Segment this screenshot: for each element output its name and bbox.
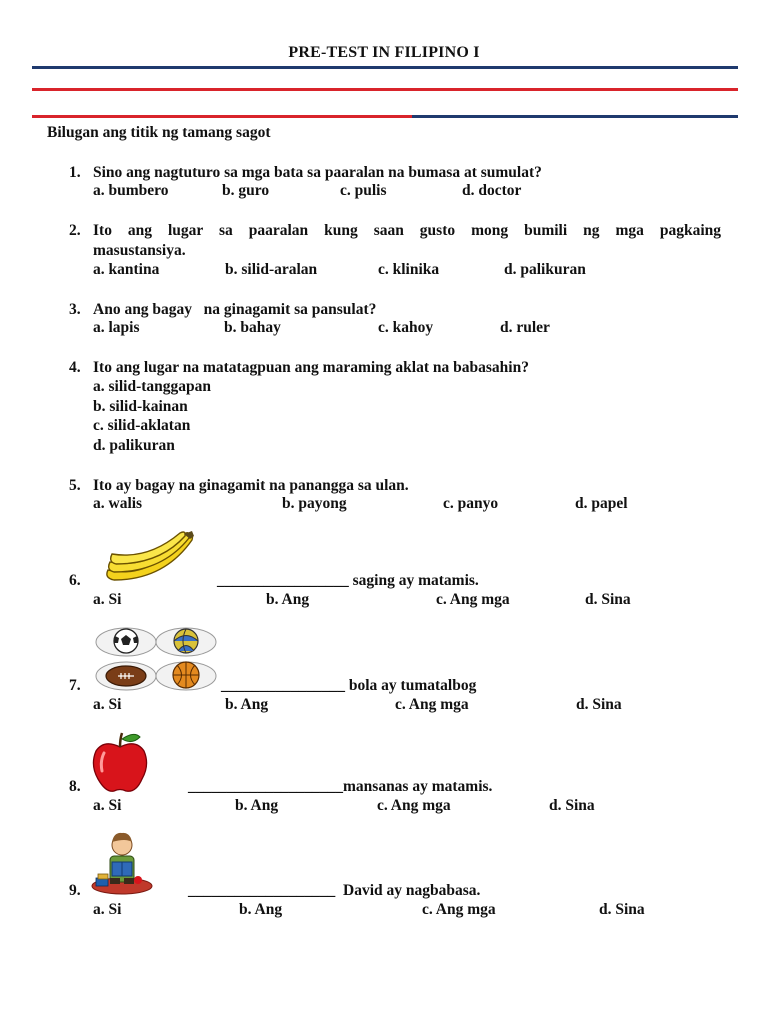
option-a[interactable]: a. Si	[93, 696, 122, 713]
question-text: Ito ang lugar na matatagpuan ang maraming aklat na babasahin?	[93, 359, 529, 376]
option-c[interactable]: c. silid-aklatan	[93, 417, 191, 434]
question-number: 1.	[69, 164, 81, 181]
middle-rule-red	[32, 88, 738, 91]
question-text: ___________________ David ay nagbabasa.	[188, 882, 481, 899]
option-b[interactable]: b. Ang	[239, 901, 283, 918]
question-number: 5.	[69, 477, 81, 494]
option-d[interactable]: d. doctor	[462, 182, 522, 199]
worksheet-title: PRE-TEST IN FILIPINO I	[288, 44, 480, 61]
option-d[interactable]: d. palikuran	[504, 261, 586, 278]
option-a[interactable]: a. Si	[93, 591, 122, 608]
question-number: 9.	[69, 882, 81, 899]
option-b[interactable]: b. payong	[282, 495, 347, 512]
option-c[interactable]: c. klinika	[378, 261, 440, 278]
option-d[interactable]: d. Sina	[585, 591, 631, 608]
option-b[interactable]: b. Ang	[235, 797, 279, 814]
question-text: ____________________mansanas ay matamis.	[188, 778, 493, 795]
question-text: Ito ang lugar sa paaralan kung saan gusto mong bumili ng mga pagkaing	[93, 222, 721, 239]
option-b[interactable]: b. guro	[222, 182, 270, 199]
option-b[interactable]: b. Ang	[266, 591, 310, 608]
question-text: ________________ bola ay tumatalbog	[221, 677, 477, 694]
option-c[interactable]: c. pulis	[340, 182, 387, 199]
option-c[interactable]: c. kahoy	[378, 319, 434, 336]
option-b[interactable]: b. Ang	[225, 696, 269, 713]
question-number: 2.	[69, 222, 81, 239]
option-d[interactable]: d. ruler	[500, 319, 550, 336]
bottom-rule-red	[32, 115, 412, 118]
question-text-continued: masustansiya.	[93, 242, 186, 259]
question-number: 4.	[69, 359, 81, 376]
option-d[interactable]: d. palikuran	[93, 437, 175, 454]
option-c[interactable]: c. Ang mga	[436, 591, 510, 608]
option-c[interactable]: c. Ang mga	[422, 901, 496, 918]
question-number: 3.	[69, 301, 81, 318]
question-number: 8.	[69, 778, 81, 795]
bottom-rule-navy	[412, 115, 738, 118]
option-a[interactable]: a. silid-tanggapan	[93, 378, 212, 395]
option-d[interactable]: d. papel	[575, 495, 628, 512]
option-a[interactable]: a. walis	[93, 495, 143, 512]
question-text: Ito ay bagay na ginagamit na panangga sa ulan.	[93, 477, 409, 494]
option-d[interactable]: d. Sina	[576, 696, 622, 713]
instruction: Bilugan ang titik ng tamang sagot	[47, 124, 271, 141]
question-number: 7.	[69, 677, 81, 694]
option-d[interactable]: d. Sina	[549, 797, 595, 814]
question-text: Ano ang bagay na ginagamit sa pansulat?	[93, 301, 377, 318]
option-d[interactable]: d. Sina	[599, 901, 645, 918]
option-a[interactable]: a. Si	[93, 901, 122, 918]
option-a[interactable]: a. bumbero	[93, 182, 169, 199]
banana-icon	[104, 530, 198, 586]
option-b[interactable]: b. silid-kainan	[93, 398, 188, 415]
option-c[interactable]: c. Ang mga	[377, 797, 451, 814]
question-text: _________________ saging ay matamis.	[217, 572, 479, 589]
option-c[interactable]: c. Ang mga	[395, 696, 469, 713]
option-b[interactable]: b. bahay	[224, 319, 281, 336]
option-b[interactable]: b. silid-aralan	[225, 261, 318, 278]
option-a[interactable]: a. Si	[93, 797, 122, 814]
apple-icon	[90, 731, 150, 795]
option-a[interactable]: a. lapis	[93, 319, 140, 336]
reading-boy-icon	[90, 830, 154, 896]
question-text: Sino ang nagtuturo sa mga bata sa paaralan na bumasa at sumulat?	[93, 164, 542, 181]
option-a[interactable]: a. kantina	[93, 261, 160, 278]
question-number: 6.	[69, 572, 81, 589]
option-c[interactable]: c. panyo	[443, 495, 499, 512]
balls-icon	[94, 624, 220, 692]
top-rule-navy	[32, 66, 738, 69]
